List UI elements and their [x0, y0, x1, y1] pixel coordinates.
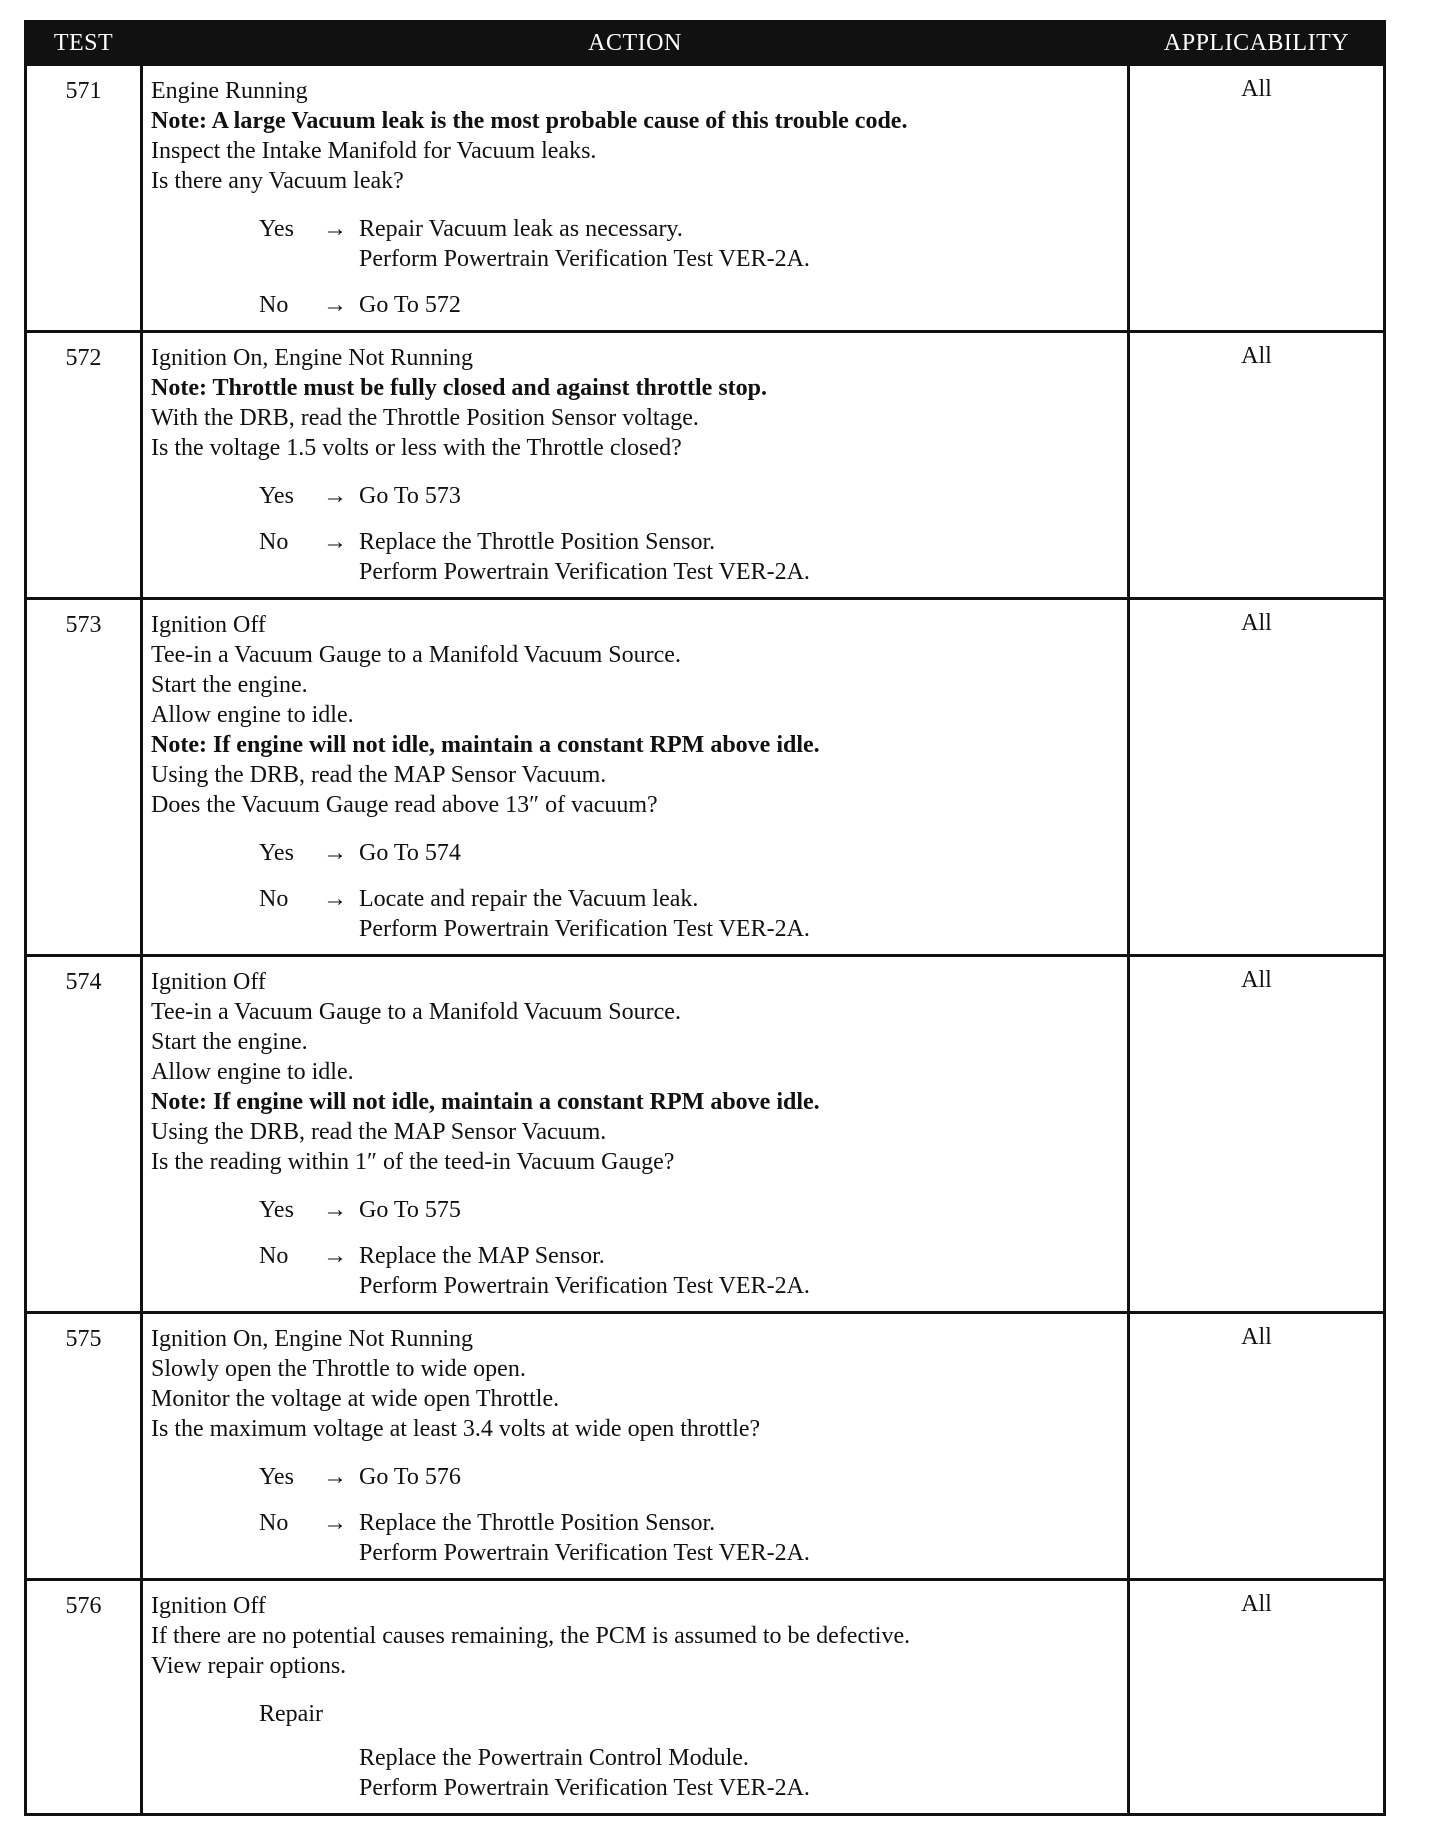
result-line: Go To 576 [359, 1464, 461, 1490]
result-line: Perform Powertrain Verification Test VER-2A. [359, 1273, 810, 1299]
applicability-value: All [1129, 1580, 1385, 1815]
test-number: 574 [26, 956, 142, 1313]
right-arrow-icon: → [323, 1197, 347, 1223]
diagnostic-table [24, 20, 1386, 1816]
branch-label: Yes [259, 216, 294, 242]
branch-no [259, 1241, 1121, 1301]
repair-block [151, 1699, 1121, 1803]
repair-label: Repair [259, 1701, 323, 1727]
instruction-line: Allow engine to idle. [151, 702, 354, 728]
instruction-line: Ignition Off [151, 969, 266, 995]
instruction-line: Is the voltage 1.5 volts or less with the Throttle closed? [151, 435, 682, 461]
branch-label: Yes [259, 1464, 294, 1490]
table-row [26, 332, 1385, 599]
note-line: Note: If engine will not idle, maintain a constant RPM above idle. [151, 732, 820, 758]
test-number: 571 [26, 65, 142, 332]
branch-no [259, 1508, 1121, 1568]
test-number: 572 [26, 332, 142, 599]
table-row [26, 1313, 1385, 1580]
result-line: Replace the Throttle Position Sensor. [359, 1510, 716, 1536]
action-cell [142, 65, 1129, 332]
table-row [26, 956, 1385, 1313]
right-arrow-icon: → [323, 1243, 347, 1269]
branch-result [359, 214, 1121, 274]
branch-no [259, 527, 1121, 587]
instruction-line: Ignition Off [151, 612, 266, 638]
right-arrow-icon: → [323, 216, 347, 242]
applicability-value: All [1129, 599, 1385, 956]
action-cell [142, 1313, 1129, 1580]
instruction-line: Ignition Off [151, 1593, 266, 1619]
instruction-line: Ignition On, Engine Not Running [151, 345, 473, 371]
branch-yes [259, 214, 1121, 274]
procedure-sheet [24, 20, 1383, 1816]
branch-list [151, 838, 1121, 944]
header-applicability: APPLICABILITY [1129, 22, 1385, 65]
branch-label: Yes [259, 840, 294, 866]
test-number: 576 [26, 1580, 142, 1815]
branch-list [151, 1462, 1121, 1568]
instruction-line: If there are no potential causes remaining, the PCM is assumed to be defective. [151, 1623, 911, 1649]
result-line: Go To 574 [359, 840, 461, 866]
instruction-line: With the DRB, read the Throttle Position Sensor voltage. [151, 405, 699, 431]
applicability-value: All [1129, 956, 1385, 1313]
instruction-line: Monitor the voltage at wide open Throttle. [151, 1386, 560, 1412]
result-line: Replace the MAP Sensor. [359, 1243, 605, 1269]
branch-list [151, 1195, 1121, 1301]
result-line: Replace the Powertrain Control Module. [359, 1745, 749, 1771]
result-line: Repair Vacuum leak as necessary. [359, 216, 683, 242]
action-cell [142, 599, 1129, 956]
repair-result [259, 1743, 1121, 1803]
branch-label: No [259, 1510, 289, 1536]
test-number: 573 [26, 599, 142, 956]
result-line: Locate and repair the Vacuum leak. [359, 886, 699, 912]
result-line: Perform Powertrain Verification Test VER-2A. [359, 916, 810, 942]
result-line: Go To 573 [359, 483, 461, 509]
branch-no [259, 884, 1121, 944]
header-test: TEST [26, 22, 142, 65]
branch-yes [259, 1462, 1121, 1492]
result-line: Perform Powertrain Verification Test VER-2A. [359, 1540, 810, 1566]
test-number: 575 [26, 1313, 142, 1580]
branch-label: Yes [259, 1197, 294, 1223]
result-line: Go To 572 [359, 292, 461, 318]
branch-list [151, 481, 1121, 587]
branch-label: No [259, 529, 289, 555]
header-action: ACTION [142, 22, 1129, 65]
branch-label: No [259, 886, 289, 912]
action-cell [142, 956, 1129, 1313]
applicability-value: All [1129, 332, 1385, 599]
branch-label: No [259, 1243, 289, 1269]
table-row [26, 599, 1385, 956]
note-line: Note: If engine will not idle, maintain a constant RPM above idle. [151, 1089, 820, 1115]
right-arrow-icon: → [323, 292, 347, 318]
branch-result [359, 527, 1121, 587]
instruction-line: Ignition On, Engine Not Running [151, 1326, 473, 1352]
branch-label: No [259, 292, 289, 318]
instruction-line: Tee-in a Vacuum Gauge to a Manifold Vacuum Source. [151, 642, 681, 668]
right-arrow-icon: → [323, 483, 347, 509]
branch-result [359, 1508, 1121, 1568]
right-arrow-icon: → [323, 529, 347, 555]
result-line: Perform Powertrain Verification Test VER-2A. [359, 559, 810, 585]
branch-label: Yes [259, 483, 294, 509]
branch-yes [259, 1195, 1121, 1225]
note-line: Note: A large Vacuum leak is the most probable cause of this trouble code. [151, 108, 908, 134]
instruction-line: Does the Vacuum Gauge read above 13″ of vacuum? [151, 792, 658, 818]
action-cell [142, 332, 1129, 599]
table-row [26, 65, 1385, 332]
branch-result [359, 290, 1121, 320]
branch-result [359, 838, 1121, 868]
branch-result [359, 884, 1121, 944]
instruction-line: Is the reading within 1″ of the teed-in Vacuum Gauge? [151, 1149, 675, 1175]
instruction-line: Is there any Vacuum leak? [151, 168, 404, 194]
result-line: Replace the Throttle Position Sensor. [359, 529, 716, 555]
branch-no [259, 290, 1121, 320]
branch-result [359, 1195, 1121, 1225]
applicability-value: All [1129, 1313, 1385, 1580]
instruction-line: Start the engine. [151, 1029, 308, 1055]
right-arrow-icon: → [323, 840, 347, 866]
instruction-line: Using the DRB, read the MAP Sensor Vacuum. [151, 762, 607, 788]
instruction-line: Allow engine to idle. [151, 1059, 354, 1085]
instruction-line: Is the maximum voltage at least 3.4 volts at wide open throttle? [151, 1416, 761, 1442]
branch-result [359, 1462, 1121, 1492]
instruction-line: View repair options. [151, 1653, 347, 1679]
instruction-line: Engine Running [151, 78, 308, 104]
table-row [26, 1580, 1385, 1815]
right-arrow-icon: → [323, 1510, 347, 1536]
table-body [26, 65, 1385, 1815]
instruction-line: Tee-in a Vacuum Gauge to a Manifold Vacuum Source. [151, 999, 681, 1025]
branch-yes [259, 838, 1121, 868]
branch-result [359, 481, 1121, 511]
result-line: Perform Powertrain Verification Test VER-2A. [359, 246, 810, 272]
branch-list [151, 214, 1121, 320]
instruction-line: Start the engine. [151, 672, 308, 698]
instruction-line: Using the DRB, read the MAP Sensor Vacuum. [151, 1119, 607, 1145]
note-line: Note: Throttle must be fully closed and against throttle stop. [151, 375, 768, 401]
branch-result [359, 1241, 1121, 1301]
action-cell [142, 1580, 1129, 1815]
instruction-line: Inspect the Intake Manifold for Vacuum leaks. [151, 138, 597, 164]
right-arrow-icon: → [323, 1464, 347, 1490]
result-line: Perform Powertrain Verification Test VER-2A. [359, 1775, 810, 1801]
right-arrow-icon: → [323, 886, 347, 912]
table-header-row [26, 22, 1385, 65]
result-line: Go To 575 [359, 1197, 461, 1223]
instruction-line: Slowly open the Throttle to wide open. [151, 1356, 526, 1382]
applicability-value: All [1129, 65, 1385, 332]
branch-yes [259, 481, 1121, 511]
